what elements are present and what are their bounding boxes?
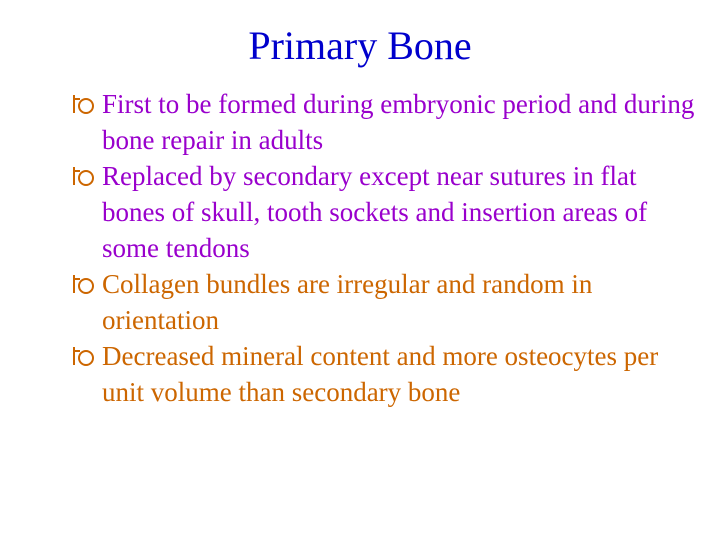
bullet-item (20, 158, 700, 266)
bullet-item (20, 266, 700, 338)
hollow-circle-bullet-icon (71, 272, 99, 296)
bullet-list (20, 86, 700, 410)
bullet-item (20, 338, 700, 410)
hollow-circle-bullet-icon (71, 92, 99, 116)
bullet-text: Decreased mineral content and more osteocytes per unit volume than secondary bone (102, 341, 659, 407)
hollow-circle-bullet-icon (71, 344, 99, 368)
bullet-text: Collagen bundles are irregular and random in orientation (102, 269, 593, 335)
bullet-item (20, 86, 700, 158)
bullet-text: Replaced by secondary except near sutures in flat bones of skull, tooth sockets and insertion areas of some tendons (102, 161, 648, 263)
slide-title: Primary Bone (248, 23, 472, 68)
hollow-circle-bullet-icon (71, 164, 99, 188)
bullet-text: First to be formed during embryonic period and during bone repair in adults (102, 89, 695, 155)
